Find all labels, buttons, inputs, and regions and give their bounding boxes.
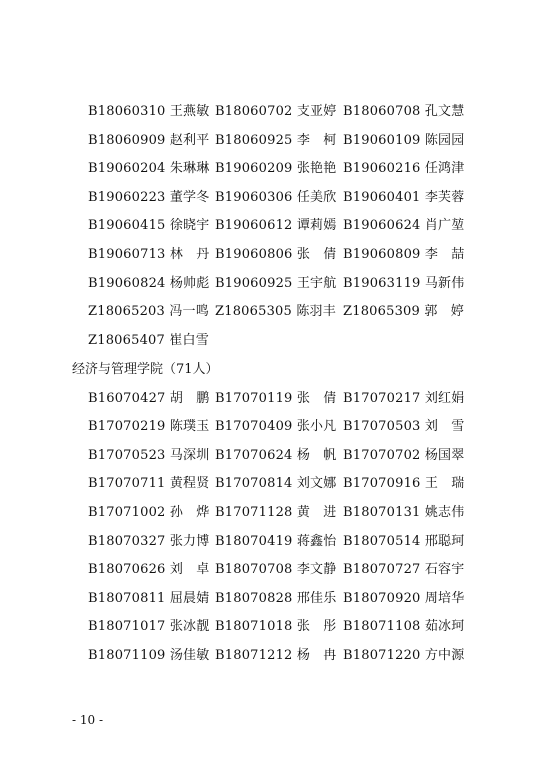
list-entry: B17071002 孙 烨 xyxy=(88,504,210,520)
list-entry: B17070814 刘文娜 xyxy=(215,476,337,492)
list-entry: Z18065309 郭 婷 xyxy=(343,304,464,320)
list-entry: B19060809 李 喆 xyxy=(343,246,465,262)
list-entry: B18070727 石容宇 xyxy=(343,562,465,578)
list-row xyxy=(0,212,542,241)
list-entry: B19060401 李芙蓉 xyxy=(343,189,465,205)
list-entry: Z18065203 冯一鸣 xyxy=(88,304,209,320)
list-entry: Z18065407 崔白雪 xyxy=(88,332,209,348)
list-row xyxy=(0,270,542,299)
list-row xyxy=(0,98,542,127)
list-entry: B17071128 黄 进 xyxy=(215,504,337,520)
list-entry: B18070920 周培华 xyxy=(343,590,465,606)
list-entry: B19060209 张艳艳 xyxy=(215,161,337,177)
list-row xyxy=(0,127,542,156)
list-entry: B19060612 谭莉嫣 xyxy=(215,218,337,234)
list-entry: B17070711 黄程贤 xyxy=(88,476,210,492)
list-entry: B19060713 林 丹 xyxy=(88,246,210,262)
list-row xyxy=(0,642,542,671)
list-entry: B19063119 马新伟 xyxy=(343,275,465,291)
list-entry: B17070916 王 瑞 xyxy=(343,476,465,492)
list-row xyxy=(0,499,542,528)
list-row xyxy=(0,442,542,471)
list-entry: B17070503 刘 雪 xyxy=(343,419,465,435)
list-entry: B19060223 董学冬 xyxy=(88,189,210,205)
list-entry: B18070811 屈晨婧 xyxy=(88,590,210,606)
list-row xyxy=(0,385,542,414)
list-entry: B18071017 张冰靓 xyxy=(88,619,210,635)
list-row xyxy=(0,413,542,442)
list-row xyxy=(0,585,542,614)
list-row xyxy=(0,241,542,270)
list-entry: B18071212 杨 冉 xyxy=(215,647,337,663)
list-entry: B18071109 汤佳敏 xyxy=(88,647,210,663)
economics-management-section xyxy=(0,356,542,671)
list-entry: B19060415 徐晓宇 xyxy=(88,218,210,234)
list-row xyxy=(0,184,542,213)
list-entry: B18060310 王燕敏 xyxy=(88,104,210,119)
list-entry: B18070828 邢佳乐 xyxy=(215,590,337,606)
list-entry: B17070219 陈璞玉 xyxy=(88,419,210,435)
list-entry: B19060204 朱琳琳 xyxy=(88,161,210,177)
list-entry: B18060702 支亚婷 xyxy=(215,104,337,119)
list-entry: Z18065305 陈羽丰 xyxy=(215,304,336,320)
list-entry: B18071220 方中源 xyxy=(343,647,465,663)
list-entry: B19060925 王宇航 xyxy=(215,275,337,291)
list-entry: B18060909 赵利平 xyxy=(88,132,210,148)
list-entry: B16070427 胡 鹏 xyxy=(88,390,210,406)
list-entry: B19060806 张 倩 xyxy=(215,246,337,262)
list-entry: B18070419 蒋鑫怡 xyxy=(215,533,337,549)
list-entry: B19060109 陈园园 xyxy=(343,132,465,148)
list-entry: B18071018 张 彤 xyxy=(215,619,337,635)
list-entry: B18060925 李 柯 xyxy=(215,132,337,148)
list-entry: B19060624 肖广堃 xyxy=(343,218,465,234)
list-entry: B18070327 张力博 xyxy=(88,533,210,549)
list-entry: B18070626 刘 卓 xyxy=(88,562,210,578)
section-heading: 经济与管理学院（71人） xyxy=(72,362,219,377)
page-number: - 10 - xyxy=(72,713,104,727)
list-entry: B18060708 孔文慧 xyxy=(343,104,465,119)
list-entry: B18071108 茹冰珂 xyxy=(343,619,465,635)
list-entry: B17070217 刘红娟 xyxy=(343,390,465,406)
list-row xyxy=(0,470,542,499)
list-row xyxy=(0,528,542,557)
list-row xyxy=(0,327,542,356)
list-entry: B19060824 杨帅彪 xyxy=(88,275,210,291)
list-row xyxy=(0,298,542,327)
student-list-continued xyxy=(0,98,542,355)
list-entry: B17070119 张 倩 xyxy=(215,390,337,406)
list-row xyxy=(0,155,542,184)
list-entry: B18070514 邢聪珂 xyxy=(343,533,465,549)
list-entry: B19060306 任美欣 xyxy=(215,189,337,205)
list-entry: B19060216 任鸿津 xyxy=(343,161,465,177)
list-entry: B18070708 李文静 xyxy=(215,562,337,578)
list-entry: B17070523 马深圳 xyxy=(88,447,210,463)
list-entry: B17070409 张小凡 xyxy=(215,419,337,435)
list-row xyxy=(0,556,542,585)
list-entry: B17070624 杨 帆 xyxy=(215,447,337,463)
list-row xyxy=(0,613,542,642)
list-entry: B18070131 姚志伟 xyxy=(343,504,465,520)
list-entry: B17070702 杨国翠 xyxy=(343,447,465,463)
